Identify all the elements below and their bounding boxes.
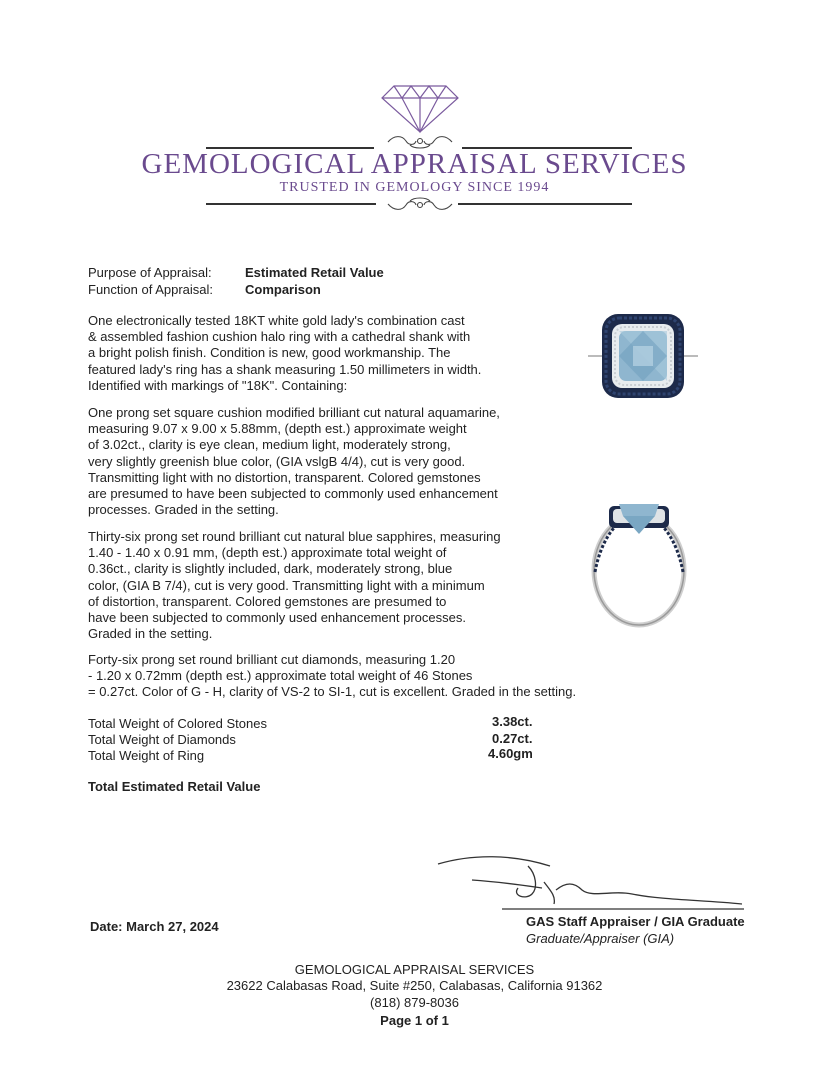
total-diamonds-value: 0.27ct. [492,731,533,746]
company-tagline: TRUSTED IN GEMOLOGY SINCE 1994 [279,180,550,195]
header-rule-bottom-left [206,203,376,205]
page-number: Page 1 of 1 [380,1013,449,1028]
function-value: Comparison [245,282,321,297]
ring-top-view-image [588,312,698,402]
description-paragraph-ring: One electronically tested 18KT white gold lady's combination cast & assembled fashion cushion halo ring with a cathedral shank with a bright polish finish. Condition is new, good workmanship. The featured lady's ring has a shank measuring 1.50 millimeters in width. Identified with markings of "18K". Containing: [88,313,482,393]
appraiser-signature [432,852,752,912]
description-paragraph-sapphires: Thirty-six prong set round brilliant cut natural blue sapphires, measuring 1.40 - 1.40 x 0.91 mm, (depth est.) approximate total weight of 0.36ct., clarity is slightly included, dark, moderately strong, blue color, (GIA B 7/4), cut is very good. Transmitting light with a minimum of distortion, transparent. Colored gemstones are presumed to have been subjected to commonly used enhancement processes. Graded in the setting. [88,529,501,642]
diamond-icon [380,82,460,134]
appraisal-date: Date: March 27, 2024 [90,919,219,934]
total-ring-weight-value: 4.60gm [488,746,533,761]
header-rule-bottom-right [458,203,632,205]
total-colored-stones-value: 3.38ct. [492,714,533,729]
purpose-value: Estimated Retail Value [245,265,384,280]
total-diamonds-label: Total Weight of Diamonds [88,732,236,747]
appraiser-title: GAS Staff Appraiser / GIA Graduate [526,914,745,929]
total-ring-weight-label: Total Weight of Ring [88,748,205,763]
description-paragraph-aquamarine: One prong set square cushion modified brilliant cut natural aquamarine, measuring 9.07 x 9.00 x 5.88mm, (depth est.) approximate weight of 3.02ct., clarity is eye clean, medium light, moderately strong, very slightly greenish blue color, (GIA vslgB 4/4), cut is very good. Transmitting light with no distortion, transparent. Colored gemstones are presumed to have been subjected to commonly used enhancement processes. Graded in the setting. [88,405,500,518]
function-label: Function of Appraisal: [88,282,214,297]
ornament-flourish-bottom [380,195,460,215]
company-name-logo: GEMOLOGICAL APPRAISAL SERVICES [141,148,688,180]
ring-side-view-image [587,500,692,630]
appraiser-subtitle: Graduate/Appraiser (GIA) [526,931,675,946]
footer-company: GEMOLOGICAL APPRAISAL SERVICES [294,962,535,977]
footer-address: 23622 Calabasas Road, Suite #250, Calabasas, California 91362 [226,978,603,993]
footer-phone: (818) 879-8036 [370,995,459,1010]
purpose-label: Purpose of Appraisal: [88,265,212,280]
description-paragraph-diamonds: Forty-six prong set round brilliant cut diamonds, measuring 1.20 - 1.20 x 0.72mm (depth est.) approximate total weight of 46 Stones = 0.27ct. Color of G - H, clarity of VS-2 to SI-1, cut is excellent. Graded in the setting. [88,652,577,700]
total-colored-stones-label: Total Weight of Colored Stones [88,716,267,731]
total-estimated-retail-value-label: Total Estimated Retail Value [88,779,261,794]
